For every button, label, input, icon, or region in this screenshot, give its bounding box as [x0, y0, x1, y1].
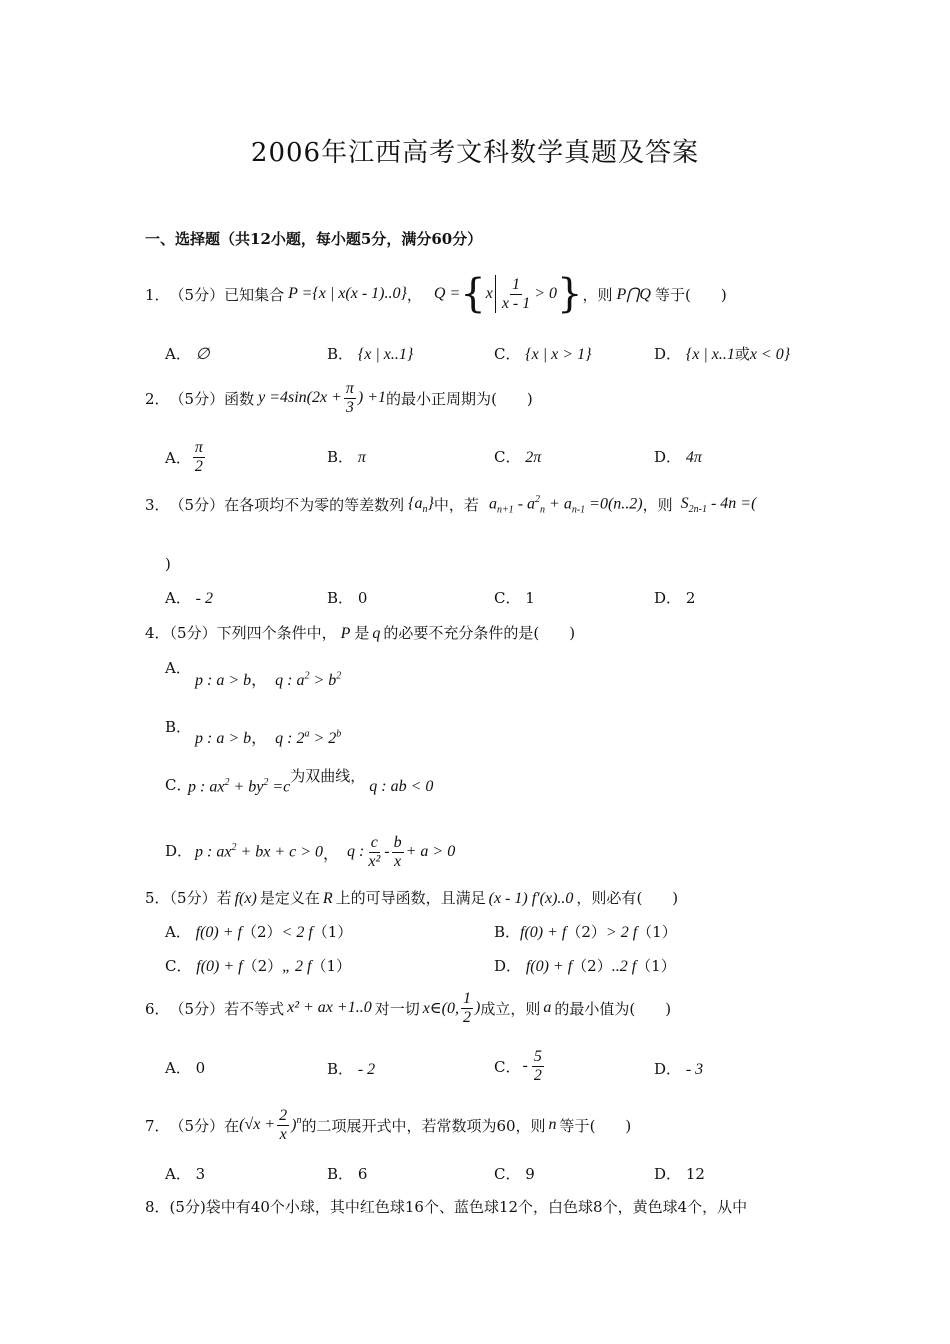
fraction-numerator: c — [370, 833, 378, 851]
question-text: 的最小正周期为 — [386, 389, 492, 408]
option-label: D． — [654, 345, 682, 363]
question-3-paren-close: ) — [165, 555, 171, 573]
option-text: f(0) + f — [520, 924, 567, 941]
question-text: 等于 — [559, 1116, 590, 1135]
math-expression: R — [322, 890, 333, 907]
option-a — [165, 343, 210, 364]
question-score: （5分） — [169, 1116, 225, 1135]
option-a — [165, 587, 213, 608]
option-label: A． — [165, 1059, 191, 1077]
option-text: q : ab < 0 — [369, 778, 434, 795]
question-text: 等于 — [654, 285, 685, 304]
option-b — [327, 1058, 375, 1079]
option-text: 4π — [685, 449, 702, 466]
math-expression: a — [543, 999, 552, 1016]
math-expression: x∈(0, — [422, 1000, 459, 1017]
fraction-numerator: 1 — [512, 275, 521, 293]
math-expression — [681, 495, 757, 515]
math-part: } — [427, 494, 434, 512]
math-expression: P — [340, 625, 351, 642]
math-expression: q — [372, 625, 381, 642]
answer-blank: ( ) — [491, 389, 533, 408]
math-expression: P ={x | x(x - 1)..0} — [288, 285, 407, 302]
question-score: （5分） — [169, 285, 225, 304]
option-label: B． — [494, 923, 521, 941]
math-expression: n — [548, 1116, 557, 1133]
math-expression — [291, 1115, 301, 1134]
option-text — [275, 672, 341, 689]
option-text: ∅ — [195, 346, 210, 363]
math-expression: (√x + — [239, 1116, 276, 1133]
option-text: （2） — [242, 957, 283, 975]
option-label: D． — [654, 448, 682, 466]
question-score: （5分） — [169, 624, 217, 642]
math-part: - — [384, 843, 390, 860]
question-text: 若 — [216, 889, 232, 907]
question-8 — [145, 1196, 747, 1217]
option-b — [327, 446, 366, 467]
math-superscript: 2 — [224, 776, 230, 788]
math-part: + bx + c > 0 — [236, 843, 324, 861]
math-part: S — [680, 494, 689, 512]
option-label: A． — [165, 1165, 191, 1183]
separator: ， — [251, 728, 268, 747]
question-score: （5分） — [169, 999, 225, 1018]
math-expression: (x - 1) f′(x)..0 — [488, 890, 574, 907]
option-b — [327, 343, 413, 364]
option-c — [494, 1163, 535, 1184]
math-part: + a > 0 — [405, 843, 456, 860]
option-a — [165, 437, 207, 477]
set-bar — [495, 275, 496, 313]
option-c — [494, 587, 535, 608]
option-label: C． — [494, 1165, 521, 1183]
math-superscript: 2 — [263, 776, 269, 788]
question-text: 在各项均不为零的等差数列 — [224, 496, 405, 515]
answer-blank: ( ) — [589, 1116, 632, 1135]
question-2 — [145, 378, 533, 418]
question-text: 的最小值为 — [554, 999, 630, 1018]
option-text: 2π — [525, 449, 542, 466]
option-c — [494, 343, 591, 364]
math-part: + a — [545, 495, 572, 513]
question-text: ，则必有 — [576, 889, 637, 907]
option-text: 为双曲线， — [290, 767, 366, 785]
fraction — [532, 1048, 544, 1085]
math-expression — [489, 494, 643, 516]
option-c — [494, 1046, 546, 1086]
fraction-numerator: 5 — [533, 1047, 542, 1065]
question-text: 若不等式 — [224, 999, 285, 1018]
math-part: q : 2 — [275, 730, 305, 747]
option-b — [327, 587, 367, 608]
option-b — [494, 921, 677, 942]
math-superscript: 2 — [304, 670, 310, 682]
question-text: 袋中有40个小球，其中红色球16个、蓝色球12个，白色球8个，黄色球4个，从中 — [205, 1198, 748, 1216]
option-text: < 2 f — [281, 924, 313, 941]
option-label: D． — [494, 957, 522, 975]
fraction-numerator: π — [194, 438, 203, 456]
math-expression: ) +1 — [357, 389, 387, 406]
option-text: - 2 — [195, 590, 213, 607]
option-text — [275, 730, 341, 747]
option-c — [165, 955, 351, 976]
math-expression — [408, 495, 434, 515]
separator: ， — [406, 285, 422, 304]
option-label: A． — [165, 923, 191, 941]
question-text: 在 — [224, 1116, 240, 1135]
option-text: （2） — [572, 957, 612, 975]
math-part: > 2 — [309, 730, 337, 747]
question-6 — [145, 988, 671, 1028]
math-part: - 4n =( — [706, 494, 757, 512]
option-label: C． — [494, 1057, 521, 1076]
option-d — [654, 343, 790, 364]
question-text: 上的可导函数，且满足 — [335, 889, 486, 907]
question-text: 是定义在 — [259, 889, 320, 907]
math-subscript: n-1 — [571, 504, 586, 516]
math-superscript: n — [296, 1115, 302, 1127]
section-heading: 一、选择题（共12小题，每小题5分，满分60分） — [145, 230, 483, 248]
option-text: 12 — [685, 1165, 705, 1183]
option-d — [195, 830, 455, 874]
math-superscript: b — [336, 728, 342, 740]
math-superscript: 2 — [231, 842, 237, 854]
fraction-denominator: 2 — [194, 457, 203, 475]
option-label: B． — [327, 589, 354, 607]
fraction — [500, 276, 532, 313]
option-text: - 2 — [357, 1061, 376, 1078]
math-part: p : ax — [195, 843, 232, 861]
fraction-denominator: x — [279, 1125, 287, 1143]
math-expression: x² + ax +1..0 — [287, 999, 372, 1016]
option-text: 0 — [357, 589, 368, 607]
fraction-denominator: x - 1 — [501, 294, 531, 312]
option-text: 6 — [357, 1165, 368, 1183]
option-c — [188, 767, 434, 796]
question-text: ，则 — [582, 285, 613, 304]
option-label: C． — [494, 589, 521, 607]
fraction-numerator: 1 — [463, 989, 471, 1007]
math-expression: Q = — [433, 285, 461, 302]
option-text: （1） — [636, 957, 676, 975]
fraction — [392, 834, 404, 871]
option-a — [165, 921, 352, 942]
option-a-label: A． — [165, 659, 191, 677]
question-number: 8． — [145, 1198, 170, 1216]
fraction-denominator: 3 — [345, 398, 354, 416]
question-text: 成立，则 — [480, 999, 541, 1018]
question-score: （5分） — [169, 496, 225, 515]
question-4 — [145, 622, 575, 643]
math-part: q : a — [275, 672, 305, 689]
option-text — [195, 842, 323, 861]
question-number: 7． — [145, 1116, 170, 1135]
option-text: （1） — [312, 923, 353, 941]
option-text: （2） — [241, 923, 282, 941]
question-score: （5分） — [169, 389, 225, 408]
option-text: ..2 f — [611, 958, 637, 975]
math-part: q : — [347, 843, 365, 860]
math-subscript: n — [422, 503, 428, 515]
option-b — [195, 725, 341, 748]
answer-blank: ( ) — [533, 624, 576, 642]
math-part: > b — [309, 672, 337, 689]
math-part: p : ax — [188, 778, 225, 795]
option-label: B． — [327, 345, 354, 363]
option-text: 1 — [525, 589, 535, 607]
question-3 — [145, 494, 756, 516]
option-c-label: C． — [165, 776, 192, 794]
option-a — [165, 1057, 205, 1078]
math-expression: P⋂Q — [616, 286, 651, 303]
option-text: > 2 f — [605, 924, 638, 941]
fraction-numerator: 2 — [279, 1106, 288, 1124]
fraction — [193, 439, 205, 476]
option-label: B． — [327, 448, 354, 466]
math-superscript: a — [304, 728, 310, 740]
answer-blank: ( ) — [636, 889, 679, 907]
math-subscript: n+1 — [496, 504, 514, 516]
question-1 — [145, 272, 727, 316]
option-label: B． — [327, 1165, 354, 1183]
math-superscript: 2 — [535, 494, 541, 505]
page-title: 2006年江西高考文科数学真题及答案 — [250, 138, 700, 168]
option-d — [654, 587, 695, 608]
question-number: 3． — [145, 496, 170, 515]
option-text: {x | x..1 — [685, 346, 735, 363]
option-text: x < 0} — [749, 346, 791, 363]
option-text: - 3 — [685, 1061, 704, 1078]
math-superscript: 2 — [336, 670, 342, 682]
option-text: 或 — [734, 345, 750, 363]
option-text: - — [522, 1057, 528, 1074]
option-d — [654, 1058, 703, 1079]
math-part: a — [488, 495, 497, 513]
math-part: + by — [229, 778, 264, 795]
question-number: 6． — [145, 999, 170, 1018]
option-text: f(0) + f — [195, 924, 242, 941]
option-text: p : a > b — [195, 730, 252, 747]
option-b — [327, 1163, 367, 1184]
question-text: ，则 — [642, 496, 673, 515]
fraction-denominator: x — [394, 852, 402, 870]
option-a — [195, 667, 341, 690]
option-text: （2） — [566, 923, 606, 941]
math-expression: x — [485, 285, 493, 302]
left-brace: { — [460, 271, 486, 317]
question-text: 对一切 — [374, 999, 420, 1018]
right-brace: } — [557, 271, 583, 317]
question-text: 已知集合 — [224, 285, 285, 304]
option-text: （1） — [637, 923, 677, 941]
option-text: 9 — [525, 1165, 535, 1183]
fraction-numerator: π — [345, 379, 354, 397]
math-subscript: n — [540, 504, 546, 516]
fraction — [344, 380, 356, 417]
question-score: (5分) — [169, 1198, 206, 1216]
question-number: 4． — [145, 624, 170, 642]
option-c — [494, 446, 541, 467]
math-expression: f(x) — [234, 890, 257, 907]
option-text: π — [357, 449, 366, 466]
option-text: f(0) + f — [525, 958, 573, 975]
question-number: 5． — [145, 889, 170, 907]
math-part: ) — [291, 1116, 297, 1134]
option-label: B． — [327, 1060, 354, 1078]
option-label: D． — [654, 1060, 682, 1078]
fraction-denominator: 2 — [533, 1066, 542, 1084]
option-text: {x | x > 1} — [525, 346, 592, 363]
math-expression: y =4sin(2x + — [258, 389, 342, 406]
option-d-label: D． — [165, 842, 193, 860]
fraction — [277, 1107, 289, 1144]
question-text: 的二项展开式中，若常数项为60，则 — [301, 1116, 546, 1135]
fraction — [366, 834, 382, 871]
separator: ， — [251, 670, 268, 689]
option-label: C． — [165, 957, 192, 975]
option-d — [654, 446, 702, 467]
option-d — [494, 955, 676, 976]
option-label: A． — [165, 448, 191, 467]
option-text: 3 — [195, 1165, 206, 1183]
option-text: 0 — [195, 1059, 206, 1077]
option-label: A． — [165, 589, 191, 607]
fraction-denominator: 2 — [463, 1008, 471, 1026]
question-score: （5分） — [169, 889, 217, 907]
math-subscript: 2n-1 — [688, 503, 707, 515]
question-text: 下列四个条件中， — [216, 624, 337, 642]
option-label: C． — [494, 345, 521, 363]
question-text: 是 — [354, 624, 370, 642]
option-d — [654, 1163, 705, 1184]
math-expression: ) — [475, 999, 481, 1016]
option-label: D． — [654, 589, 682, 607]
math-part: =0(n..2) — [585, 495, 643, 513]
question-text: 中，若 — [433, 496, 479, 515]
option-text: f(0) + f — [196, 958, 243, 975]
option-text: p : a > b — [195, 672, 252, 689]
option-text: （1） — [311, 957, 352, 975]
question-7 — [145, 1104, 631, 1146]
option-text — [188, 777, 290, 796]
fraction — [461, 990, 473, 1027]
question-number: 2． — [145, 389, 170, 408]
question-text: 的必要不充分条件的是 — [383, 624, 534, 642]
option-label: A． — [165, 345, 191, 363]
option-text: „ 2 f — [282, 958, 312, 975]
option-label: C． — [494, 448, 521, 466]
fraction-numerator: b — [393, 833, 402, 851]
question-5 — [145, 887, 678, 908]
math-part: =c — [268, 778, 291, 795]
math-part: - a — [513, 495, 536, 513]
answer-blank: ( ) — [629, 999, 672, 1018]
math-expression: > 0 — [534, 285, 558, 302]
option-text: 2 — [685, 589, 696, 607]
option-a — [165, 1163, 205, 1184]
separator: ， — [323, 843, 340, 863]
fraction-denominator: x² — [368, 852, 381, 870]
question-text: 函数 — [224, 389, 255, 408]
option-text: {x | x..1} — [357, 346, 414, 363]
option-b-label: B． — [165, 718, 192, 736]
math-part: {a — [408, 494, 423, 512]
question-number: 1． — [145, 285, 170, 304]
option-label: D． — [654, 1165, 682, 1183]
answer-blank: ( ) — [684, 285, 727, 304]
